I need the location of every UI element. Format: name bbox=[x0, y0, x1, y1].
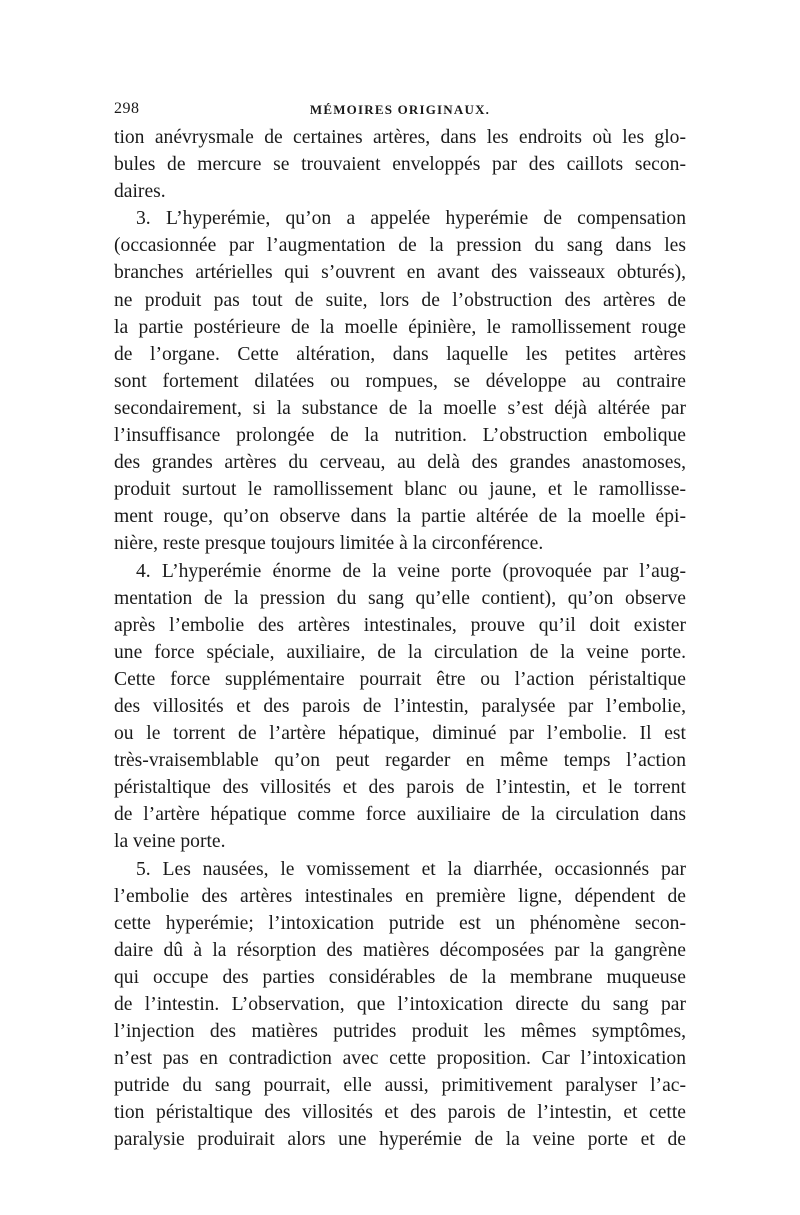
text-line: n’est pas en contradiction avec cette proposition. Car l’intoxication bbox=[114, 1048, 686, 1070]
text-line: de l’artère hépatique comme force auxiliaire de la circulation dans bbox=[114, 804, 686, 826]
text-line: daires. bbox=[114, 181, 166, 203]
text-line: ou le torrent de l’artère hépatique, diminué par l’embolie. Il est bbox=[114, 723, 686, 745]
text-line: après l’embolie des artères intestinales, prouve qu’il doit exister bbox=[114, 614, 686, 636]
text-line: cette hyperémie; l’intoxication putride est un phénomène secon- bbox=[114, 912, 686, 934]
page-number: 298 bbox=[114, 100, 140, 117]
text-line: mentation de la pression du sang qu’elle contient), qu’on observe bbox=[114, 587, 686, 609]
text-line: des grandes artères du cerveau, au delà des grandes anastomoses, bbox=[114, 452, 686, 474]
text-line: produit surtout le ramollissement blanc ou jaune, et le ramollisse- bbox=[114, 479, 686, 501]
text-line: 5. Les nausées, le vomissement et la diarrhée, occasionnés par bbox=[136, 858, 686, 880]
text-line: nière, reste presque toujours limitée à la circonférence. bbox=[114, 533, 544, 555]
text-line: branches artérielles qui s’ouvrent en avant des vaisseaux obturés), bbox=[114, 262, 686, 284]
running-title: MÉMOIRES ORIGINAUX. bbox=[309, 102, 491, 117]
text-line: ne produit pas tout de suite, lors de l’obstruction des artères de bbox=[114, 289, 686, 311]
text-line: daire dû à la résorption des matières décomposées par la gangrène bbox=[114, 939, 686, 961]
text-line: la veine porte. bbox=[114, 831, 226, 853]
text-line: la partie postérieure de la moelle épinière, le ramollissement rouge bbox=[114, 316, 686, 338]
text-line: péristaltique des villosités et des parois de l’intestin, et le torrent bbox=[114, 777, 686, 799]
text-line: des villosités et des parois de l’intestin, paralysée par l’embolie, bbox=[114, 695, 686, 717]
text-line: bules de mercure se trouvaient enveloppés par des caillots secon- bbox=[114, 154, 686, 176]
text-line: putride du sang pourrait, elle aussi, primitivement paralyser l’ac- bbox=[114, 1075, 686, 1097]
text-line: de l’intestin. L’observation, que l’intoxication directe du sang par bbox=[114, 994, 686, 1015]
text-line: secondairement, si la substance de la moelle s’est déjà altérée par bbox=[114, 397, 686, 419]
body-text bbox=[114, 124, 686, 1154]
text-line: très-vraisemblable qu’on peut regarder en même temps l’action bbox=[114, 750, 686, 772]
text-line: une force spéciale, auxiliaire, de la circulation de la veine porte. bbox=[114, 641, 686, 663]
text-line: ment rouge, qu’on observe dans la partie altérée de la moelle épi- bbox=[114, 506, 686, 528]
text-line: qui occupe des parties considérables de la membrane muqueuse bbox=[114, 966, 686, 988]
text-line: paralysie produirait alors une hyperémie de la veine porte et de bbox=[114, 1129, 686, 1151]
text-line: tion péristaltique des villosités et des parois de l’intestin, et cette bbox=[114, 1102, 686, 1124]
text-line: (occasionnée par l’augmentation de la pression du sang dans les bbox=[114, 235, 686, 257]
page-header bbox=[114, 96, 686, 124]
text-line: l’insuffisance prolongée de la nutrition. L’obstruction embolique bbox=[114, 425, 686, 447]
text-line: l’embolie des artères intestinales en première ligne, dépendent de bbox=[114, 885, 686, 907]
text-line: l’injection des matières putrides produit les mêmes symptômes, bbox=[114, 1021, 686, 1043]
text-line: 3. L’hyperémie, qu’on a appelée hyperémie de compensation bbox=[136, 208, 686, 230]
text-line: Cette force supplémentaire pourrait être ou l’action péristaltique bbox=[114, 668, 686, 690]
text-line: tion anévrysmale de certaines artères, dans les endroits où les glo- bbox=[114, 127, 686, 148]
text-line: de l’organe. Cette altération, dans laquelle les petites artères bbox=[114, 343, 686, 365]
book-page bbox=[114, 96, 686, 1154]
text-line: 4. L’hyperémie énorme de la veine porte (provoquée par l’aug- bbox=[136, 560, 686, 582]
text-line: sont fortement dilatées ou rompues, se développe au contraire bbox=[114, 370, 686, 392]
